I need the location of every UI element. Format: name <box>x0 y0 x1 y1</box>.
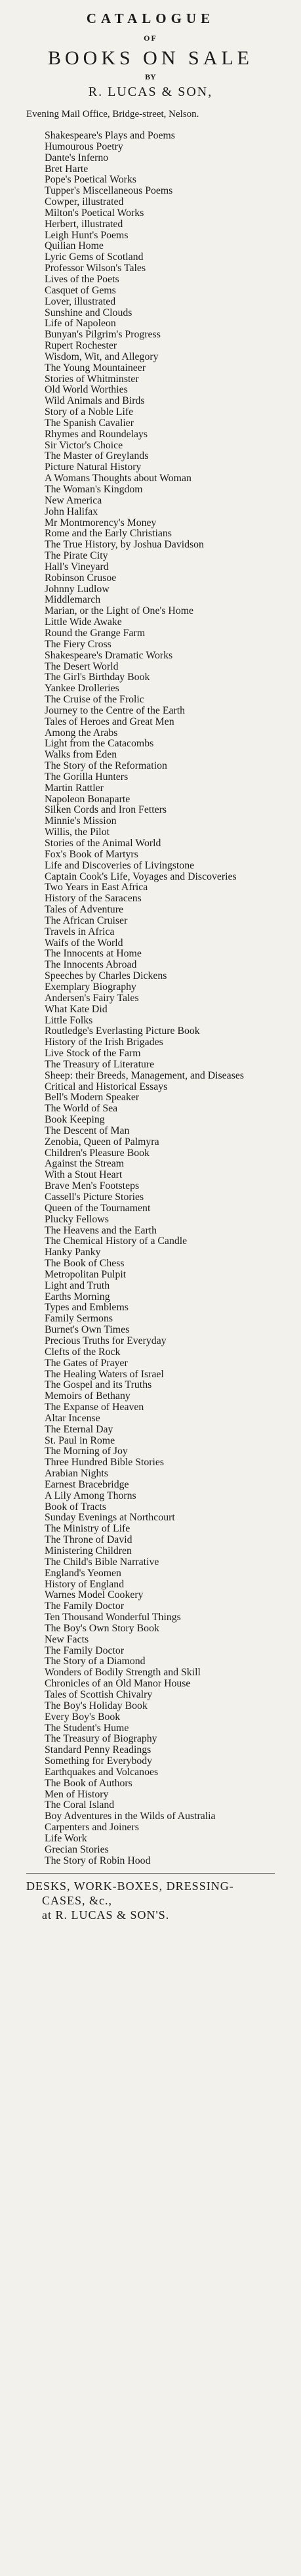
book-title: Book of Tracts <box>45 1501 106 1513</box>
book-title: The Throne of David <box>45 1534 132 1546</box>
book-title: New Facts <box>45 1633 89 1645</box>
book-title: The Expanse of Heaven <box>45 1402 144 1413</box>
book-title: Against the Stream <box>45 1158 125 1170</box>
book-title: The Pirate City <box>45 550 108 562</box>
book-title: Little Wide Awake <box>45 616 122 628</box>
book-title: New America <box>45 494 102 506</box>
book-title: Johnny Ludlow <box>45 583 110 595</box>
book-title: The Gates of Prayer <box>45 1357 128 1369</box>
book-title: Humourous Poetry <box>45 140 123 152</box>
book-title: Sir Victor's Choice <box>45 439 123 451</box>
book-title: Walks from Eden <box>45 749 117 761</box>
book-title: Tales of Heroes and Great Men <box>45 716 174 727</box>
advert-line-3: at R. LUCAS & SON'S. <box>42 1908 170 1922</box>
book-title: Arabian Nights <box>45 1468 108 1480</box>
book-title: Two Years in East Africa <box>45 882 148 893</box>
book-title: Sunshine and Clouds <box>45 307 132 318</box>
book-title: Martin Rattler <box>45 782 104 794</box>
book-title: The Treasury of Biography <box>45 1733 157 1745</box>
book-title: Warnes Model Cookery <box>45 1589 144 1601</box>
book-title: Altar Incense <box>45 1412 100 1424</box>
book-title: Life of Napoleon <box>45 318 116 330</box>
book-title: The Book of Authors <box>45 1777 132 1789</box>
book-title: The Cruise of the Frolic <box>45 694 144 706</box>
book-title: Among the Arabs <box>45 727 118 739</box>
book-title: Mr Montmorency's Money <box>45 517 157 528</box>
book-title: Chronicles of an Old Manor House <box>45 1678 191 1690</box>
book-title: Lives of the Poets <box>45 273 119 285</box>
book-title: Pope's Poetical Works <box>45 174 136 186</box>
book-title: The Book of Chess <box>45 1258 125 1270</box>
book-title: The Woman's Kingdom <box>45 484 143 495</box>
book-title: The Student's Hume <box>45 1722 129 1734</box>
book-title: Rome and the Early Christians <box>45 528 172 540</box>
book-title: Hall's Vineyard <box>45 561 109 572</box>
book-title: Napoleon Bonaparte <box>45 793 130 805</box>
book-title: Fox's Book of Martyrs <box>45 848 138 860</box>
book-title: The Ministry of Life <box>45 1523 130 1535</box>
book-title: The Family Doctor <box>45 1644 125 1656</box>
book-title: Willis, the Pilot <box>45 826 110 838</box>
book-title: The Child's Bible Narrative <box>45 1556 159 1568</box>
of-line: OF <box>144 33 157 43</box>
book-title: Hanky Panky <box>45 1247 101 1258</box>
book-title: Bell's Modern Speaker <box>45 1092 140 1104</box>
book-title: Quilian Home <box>45 240 104 252</box>
book-title: Stories of the Animal World <box>45 838 161 849</box>
book-title: The Boy's Own Story Book <box>45 1622 159 1634</box>
book-title: John Halifax <box>45 505 98 517</box>
catalogue-heading: CATALOGUE <box>86 11 215 26</box>
book-title: Sheep: their Breeds, Management, and Diseases <box>45 1069 244 1081</box>
book-title: Plucky Fellows <box>45 1213 109 1225</box>
book-title: Robinson Crusoe <box>45 572 117 584</box>
book-title: The Treasury of Literature <box>45 1058 155 1070</box>
book-title: The Story of the Reformation <box>45 760 167 772</box>
book-title: The Chemical History of a Candle <box>45 1235 188 1247</box>
book-title: Brave Men's Footsteps <box>45 1180 140 1192</box>
book-title: Sunday Evenings at Northcourt <box>45 1512 175 1524</box>
divider <box>26 1873 275 1874</box>
book-title: St. Paul in Rome <box>45 1434 115 1446</box>
book-title: Precious Truths for Everyday <box>45 1335 167 1346</box>
book-title: Marian, or the Light of One's Home <box>45 605 194 617</box>
book-title: The Heavens and the Earth <box>45 1224 157 1236</box>
book-title: The Innocents Abroad <box>45 959 137 971</box>
book-title: Earths Morning <box>45 1291 110 1302</box>
book-title: Dante's Inferno <box>45 152 109 163</box>
book-title: The Family Doctor <box>45 1600 125 1612</box>
book-title: A Lily Among Thorns <box>45 1490 136 1501</box>
book-title: Exemplary Biography <box>45 981 136 993</box>
book-title: Cassell's Picture Stories <box>45 1191 144 1203</box>
book-title: Tupper's Miscellaneous Poems <box>45 185 173 197</box>
book-title: The Gorilla Hunters <box>45 771 129 783</box>
book-title: Milton's Poetical Works <box>45 207 144 219</box>
book-title: Ten Thousand Wonderful Things <box>45 1612 181 1623</box>
book-title: Carpenters and Joiners <box>45 1822 139 1834</box>
book-title: Earnest Bracebridge <box>45 1478 129 1490</box>
book-title: Cowper, illustrated <box>45 196 124 208</box>
book-title: Bunyan's Pilgrim's Progress <box>45 329 161 341</box>
book-title: Light and Truth <box>45 1279 110 1291</box>
book-title: Story of a Noble Life <box>45 406 134 418</box>
book-title: Lyric Gems of Scotland <box>45 251 144 263</box>
book-title: The Healing Waters of Israel <box>45 1368 164 1380</box>
advert-line-2: CASES, &c., <box>42 1894 113 1908</box>
book-title: Shakespeare's Dramatic Works <box>45 649 173 661</box>
book-title: Critical and Historical Essays <box>45 1081 168 1092</box>
book-title: Men of History <box>45 1788 109 1800</box>
book-title: Andersen's Fairy Tales <box>45 992 139 1004</box>
book-title: Life Work <box>45 1832 87 1844</box>
book-title: Memoirs of Bethany <box>45 1390 130 1402</box>
book-title: History of England <box>45 1578 125 1590</box>
book-title: Lover, illustrated <box>45 295 116 307</box>
book-title: What Kate Did <box>45 1003 108 1015</box>
book-title: The Boy's Holiday Book <box>45 1700 148 1711</box>
book-title: Clefts of the Rock <box>45 1346 121 1358</box>
book-title: Shakespeare's Plays and Poems <box>45 130 175 141</box>
book-title: The Coral Island <box>45 1799 115 1811</box>
book-title: The Descent of Man <box>45 1125 130 1136</box>
book-title: Earthquakes and Volcanoes <box>45 1766 159 1778</box>
book-title: Middlemarch <box>45 594 101 606</box>
book-title: The Eternal Day <box>45 1423 113 1435</box>
book-title: Silken Cords and Iron Fetters <box>45 804 167 816</box>
books-on-sale-heading: BOOKS ON SALE <box>47 47 254 69</box>
book-title: Book Keeping <box>45 1114 105 1126</box>
book-title: Speeches by Charles Dickens <box>45 970 167 982</box>
book-title: The Master of Greylands <box>45 450 149 462</box>
book-title: Something for Everybody <box>45 1755 153 1767</box>
book-title: Old World Worthies <box>45 384 128 396</box>
book-title: The African Cruiser <box>45 914 128 926</box>
book-title: Round the Grange Farm <box>45 627 146 639</box>
book-title: Tales of Adventure <box>45 904 123 916</box>
book-title: Wisdom, Wit, and Allegory <box>45 351 159 362</box>
book-title: History of the Irish Brigades <box>45 1037 163 1048</box>
book-title: Boy Adventures in the Wilds of Australia <box>45 1811 216 1822</box>
book-list <box>26 131 275 1866</box>
book-title: Light from the Catacombs <box>45 738 154 750</box>
book-title: Captain Cook's Life, Voyages and Discoveries <box>45 870 237 882</box>
book-title: Stories of Whitminster <box>45 373 139 385</box>
book-title: England's Yeomen <box>45 1567 121 1579</box>
book-title: History of the Saracens <box>45 893 142 905</box>
book-title: Grecian Stories <box>45 1843 109 1855</box>
book-title: Leigh Hunt's Poems <box>45 229 129 241</box>
book-title: The Story of a Diamond <box>45 1656 146 1667</box>
book-title: Rupert Rochester <box>45 340 117 352</box>
book-title: Queen of the Tournament <box>45 1202 151 1214</box>
book-title: The Young Mountaineer <box>45 362 146 374</box>
book-title: Standard Penny Readings <box>45 1744 151 1756</box>
book-title: The Desert World <box>45 660 119 672</box>
book-title: Professor Wilson's Tales <box>45 263 146 274</box>
book-title: Travels in Africa <box>45 926 115 937</box>
book-title: The Innocents at Home <box>45 948 142 960</box>
advertisement <box>26 1879 275 1922</box>
advert-line-1: DESKS, WORK-BOXES, DRESSING- <box>26 1879 234 1893</box>
book-title: With a Stout Heart <box>45 1169 123 1181</box>
book-title: Bret Harte <box>45 163 89 175</box>
book-title: Yankee Drolleries <box>45 683 119 695</box>
by-line: BY <box>145 72 156 81</box>
book-title: Live Stock of the Farm <box>45 1048 141 1060</box>
book-title: Casquet of Gems <box>45 284 116 296</box>
book-title: Herbert, illustrated <box>45 218 123 230</box>
book-title: Every Boy's Book <box>45 1711 121 1723</box>
book-title: Rhymes and Roundelays <box>45 428 148 440</box>
book-title: Three Hundred Bible Stories <box>45 1457 165 1469</box>
book-title: The True History, by Joshua Davidson <box>45 539 204 551</box>
seller-name: R. LUCAS & SON, <box>88 85 213 99</box>
book-title: Life and Discoveries of Livingstone <box>45 859 195 871</box>
book-title: Types and Emblems <box>45 1302 129 1314</box>
book-title: Zenobia, Queen of Palmyra <box>45 1136 159 1148</box>
book-title: Picture Natural History <box>45 462 142 473</box>
book-title: Family Sermons <box>45 1313 113 1325</box>
book-title: Children's Pleasure Book <box>45 1147 150 1159</box>
book-title: Metropolitan Pulpit <box>45 1268 127 1280</box>
book-title: Routledge's Everlasting Picture Book <box>45 1025 200 1037</box>
book-title: The Fiery Cross <box>45 638 111 650</box>
book-title: The World of Sea <box>45 1103 118 1115</box>
book-title: Journey to the Centre of the Earth <box>45 704 186 716</box>
book-title: A Womans Thoughts about Woman <box>45 473 191 484</box>
book-title: Ministering Children <box>45 1545 132 1556</box>
book-title: The Gospel and its Truths <box>45 1379 152 1391</box>
book-title: The Morning of Joy <box>45 1446 128 1457</box>
seller-address: Evening Mail Office, Bridge-street, Nelson. <box>26 109 199 119</box>
book-title: The Story of Robin Hood <box>45 1855 151 1866</box>
book-title: The Girl's Birthday Book <box>45 672 150 683</box>
book-title: Tales of Scottish Chivalry <box>45 1688 153 1700</box>
book-title: Wild Animals and Birds <box>45 395 145 407</box>
book-title: Wonders of Bodily Strength and Skill <box>45 1667 201 1679</box>
book-title: Minnie's Mission <box>45 815 117 827</box>
book-title: Little Folks <box>45 1014 93 1026</box>
book-title: The Spanish Cavalier <box>45 417 134 429</box>
book-title: Burnet's Own Times <box>45 1324 130 1336</box>
book-title: Waifs of the World <box>45 937 123 949</box>
